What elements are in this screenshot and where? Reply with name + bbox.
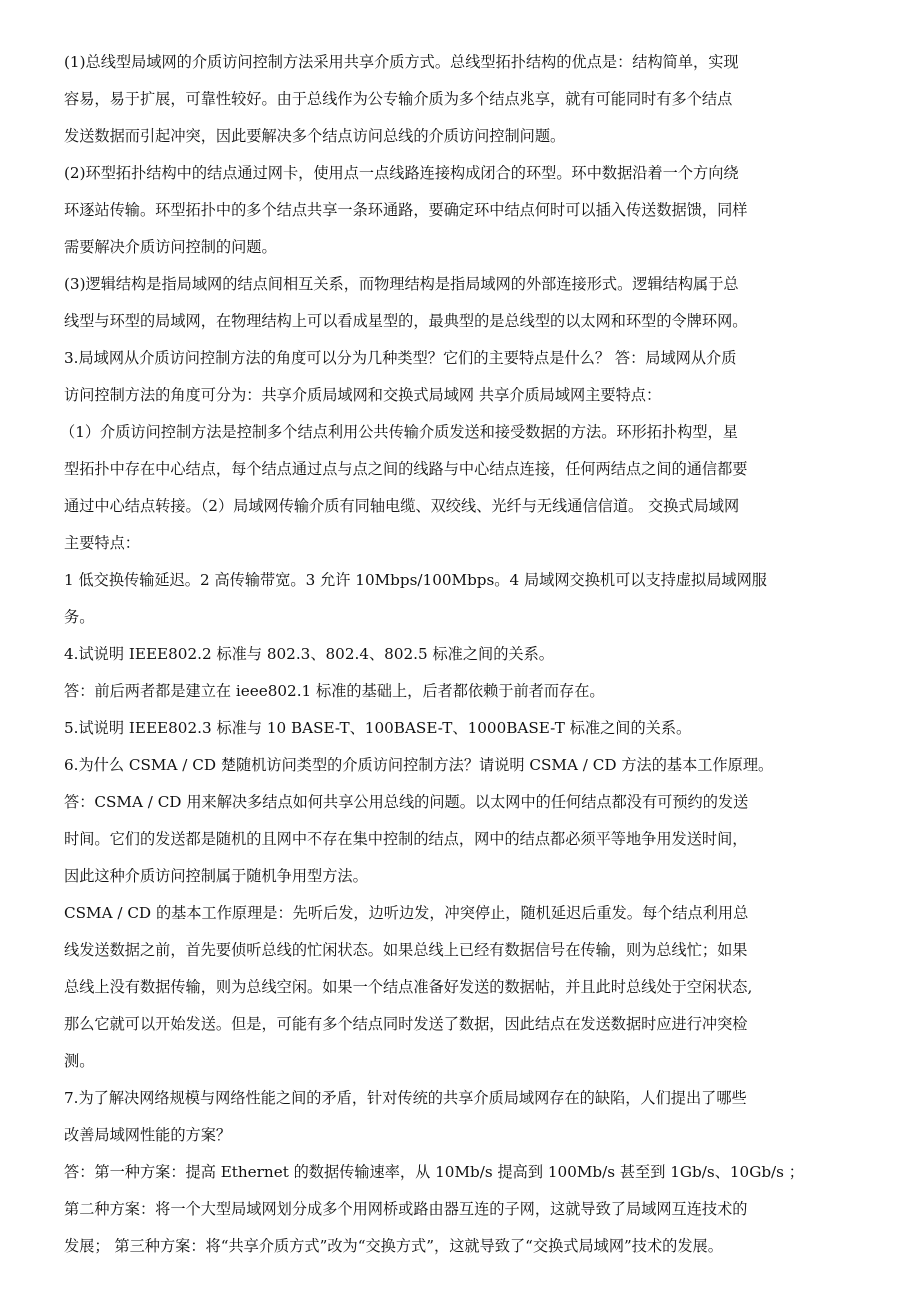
text-line: 需要解决介质访问控制的问题。 [64, 238, 277, 256]
text-line: 答：前后两者都是建立在 ieee802.1 标准的基础上，后者都依赖于前者而存在。 [64, 682, 605, 700]
text-line: (2)环型拓扑结构中的结点通过网卡，使用点一点线路连接构成闭合的环型。环中数据沿着一个方向绕 [64, 164, 739, 182]
text-line: 3.局域网从介质访问控制方法的角度可以分为几种类型？它们的主要特点是什么？ 答：局域网从介质 [64, 349, 737, 367]
text-line: 通过中心结点转接。（2）局域网传输介质有同轴电缆、双绞线、光纤与无线通信信道。 交换式局域网 [64, 497, 740, 515]
text-line: 1 低交换传输延迟。2 高传输带宽。3 允许 10Mbps/100Mbps。4 局域网交换机可以支持虚拟局域网服 [64, 571, 767, 589]
text-line: （1）介质访问控制方法是控制多个结点利用公共传输介质发送和接受数据的方法。环形拓扑构型，星 [60, 423, 738, 441]
text-line: (3)逻辑结构是指局域网的结点间相互关系，而物理结构是指局域网的外部连接形式。逻辑结构属于总 [64, 275, 739, 293]
text-line: 总线上没有数据传输，则为总线空闲。如果一个结点准备好发送的数据帖，并且此时总线处于空闲状态, [64, 978, 753, 996]
text-line: 答：第一种方案：提高 Ethernet 的数据传输速率，从 10Mb/s 提高到 100Mb/s 甚至到 1Gb/s、10Gb/s ； [64, 1163, 804, 1181]
text-line: CSMA / CD 的基本工作原理是：先听后发，边听边发，冲突停止，随机延迟后重发。每个结点利用总 [64, 904, 749, 922]
text-line: 主要特点： [64, 534, 140, 552]
text-line: 容易，易于扩展，可靠性较好。由于总线作为公专输介质为多个结点兆享，就有可能同时有多个结点 [64, 90, 733, 108]
text-line: 务。 [64, 608, 95, 626]
text-line: 6.为什么 CSMA / CD 楚随机访问类型的介质访问控制方法？请说明 CSMA / CD 方法的基本工作原理。 [64, 756, 774, 774]
text-line: 型拓扑中存在中心结点，每个结点通过点与点之间的线路与中心结点连接，任何两结点之间的通信都要 [64, 460, 748, 478]
text-line: 测。 [64, 1052, 95, 1070]
text-line: 时间。它们的发送都是随机的且网中不存在集中控制的结点，网中的结点都必须平等地争用发送时间， [64, 830, 748, 848]
text-line: 环逐站传输。环型拓扑中的多个结点共享一条环通路，要确定环中结点何时可以插入传送数据馈，同样 [64, 201, 748, 219]
text-line: 因此这种介质访问控制属于随机争用型方法。 [64, 867, 368, 885]
text-line: 7.为了解决网络规模与网络性能之间的矛盾，针对传统的共享介质局域网存在的缺陷，人们提出了哪些 [64, 1089, 747, 1107]
text-line: 发送数据而引起冲突，因此要解决多个结点访问总线的介质访问控制问题。 [64, 127, 566, 145]
text-line: 访问控制方法的角度可分为：共享介质局域网和交换式局域网 共享介质局域网主要特点： [64, 386, 662, 404]
text-line: 发展； 第三种方案：将“共享介质方式”改为“交换方式”，这就导致了“交换式局域网”技术的发展。 [64, 1237, 723, 1255]
text-line: 第二种方案：将一个大型局域网划分成多个用网桥或路由器互连的子网，这就导致了局域网互连技术的 [64, 1200, 748, 1218]
text-line: 线型与环型的局域网，在物理结构上可以看成星型的，最典型的是总线型的以太网和环型的令牌环网。 [64, 312, 748, 330]
text-line: 改善局域网性能的方案？ [64, 1126, 232, 1144]
text-line: 那么它就可以开始发送。但是，可能有多个结点同时发送了数据，因此结点在发送数据时应进行冲突检 [64, 1015, 748, 1033]
text-line: 4.试说明 IEEE802.2 标准与 802.3、802.4、802.5 标准之间的关系。 [64, 645, 554, 663]
text-line: (1)总线型局域网的介质访问控制方法采用共享介质方式。总线型拓扑结构的优点是：结构简单，实现 [64, 53, 739, 71]
text-line: 答：CSMA / CD 用来解决多结点如何共享公用总线的问题。以太网中的任何结点都没有可预约的发送 [64, 793, 749, 811]
text-line: 5.试说明 IEEE802.3 标准与 10 BASE-T、100BASE-T、1000BASE-T 标准之间的关系。 [64, 719, 692, 737]
text-line: 线发送数据之前，首先要侦听总线的忙闲状态。如果总线上已经有数据信号在传输，则为总线忙；如果 [64, 941, 748, 959]
